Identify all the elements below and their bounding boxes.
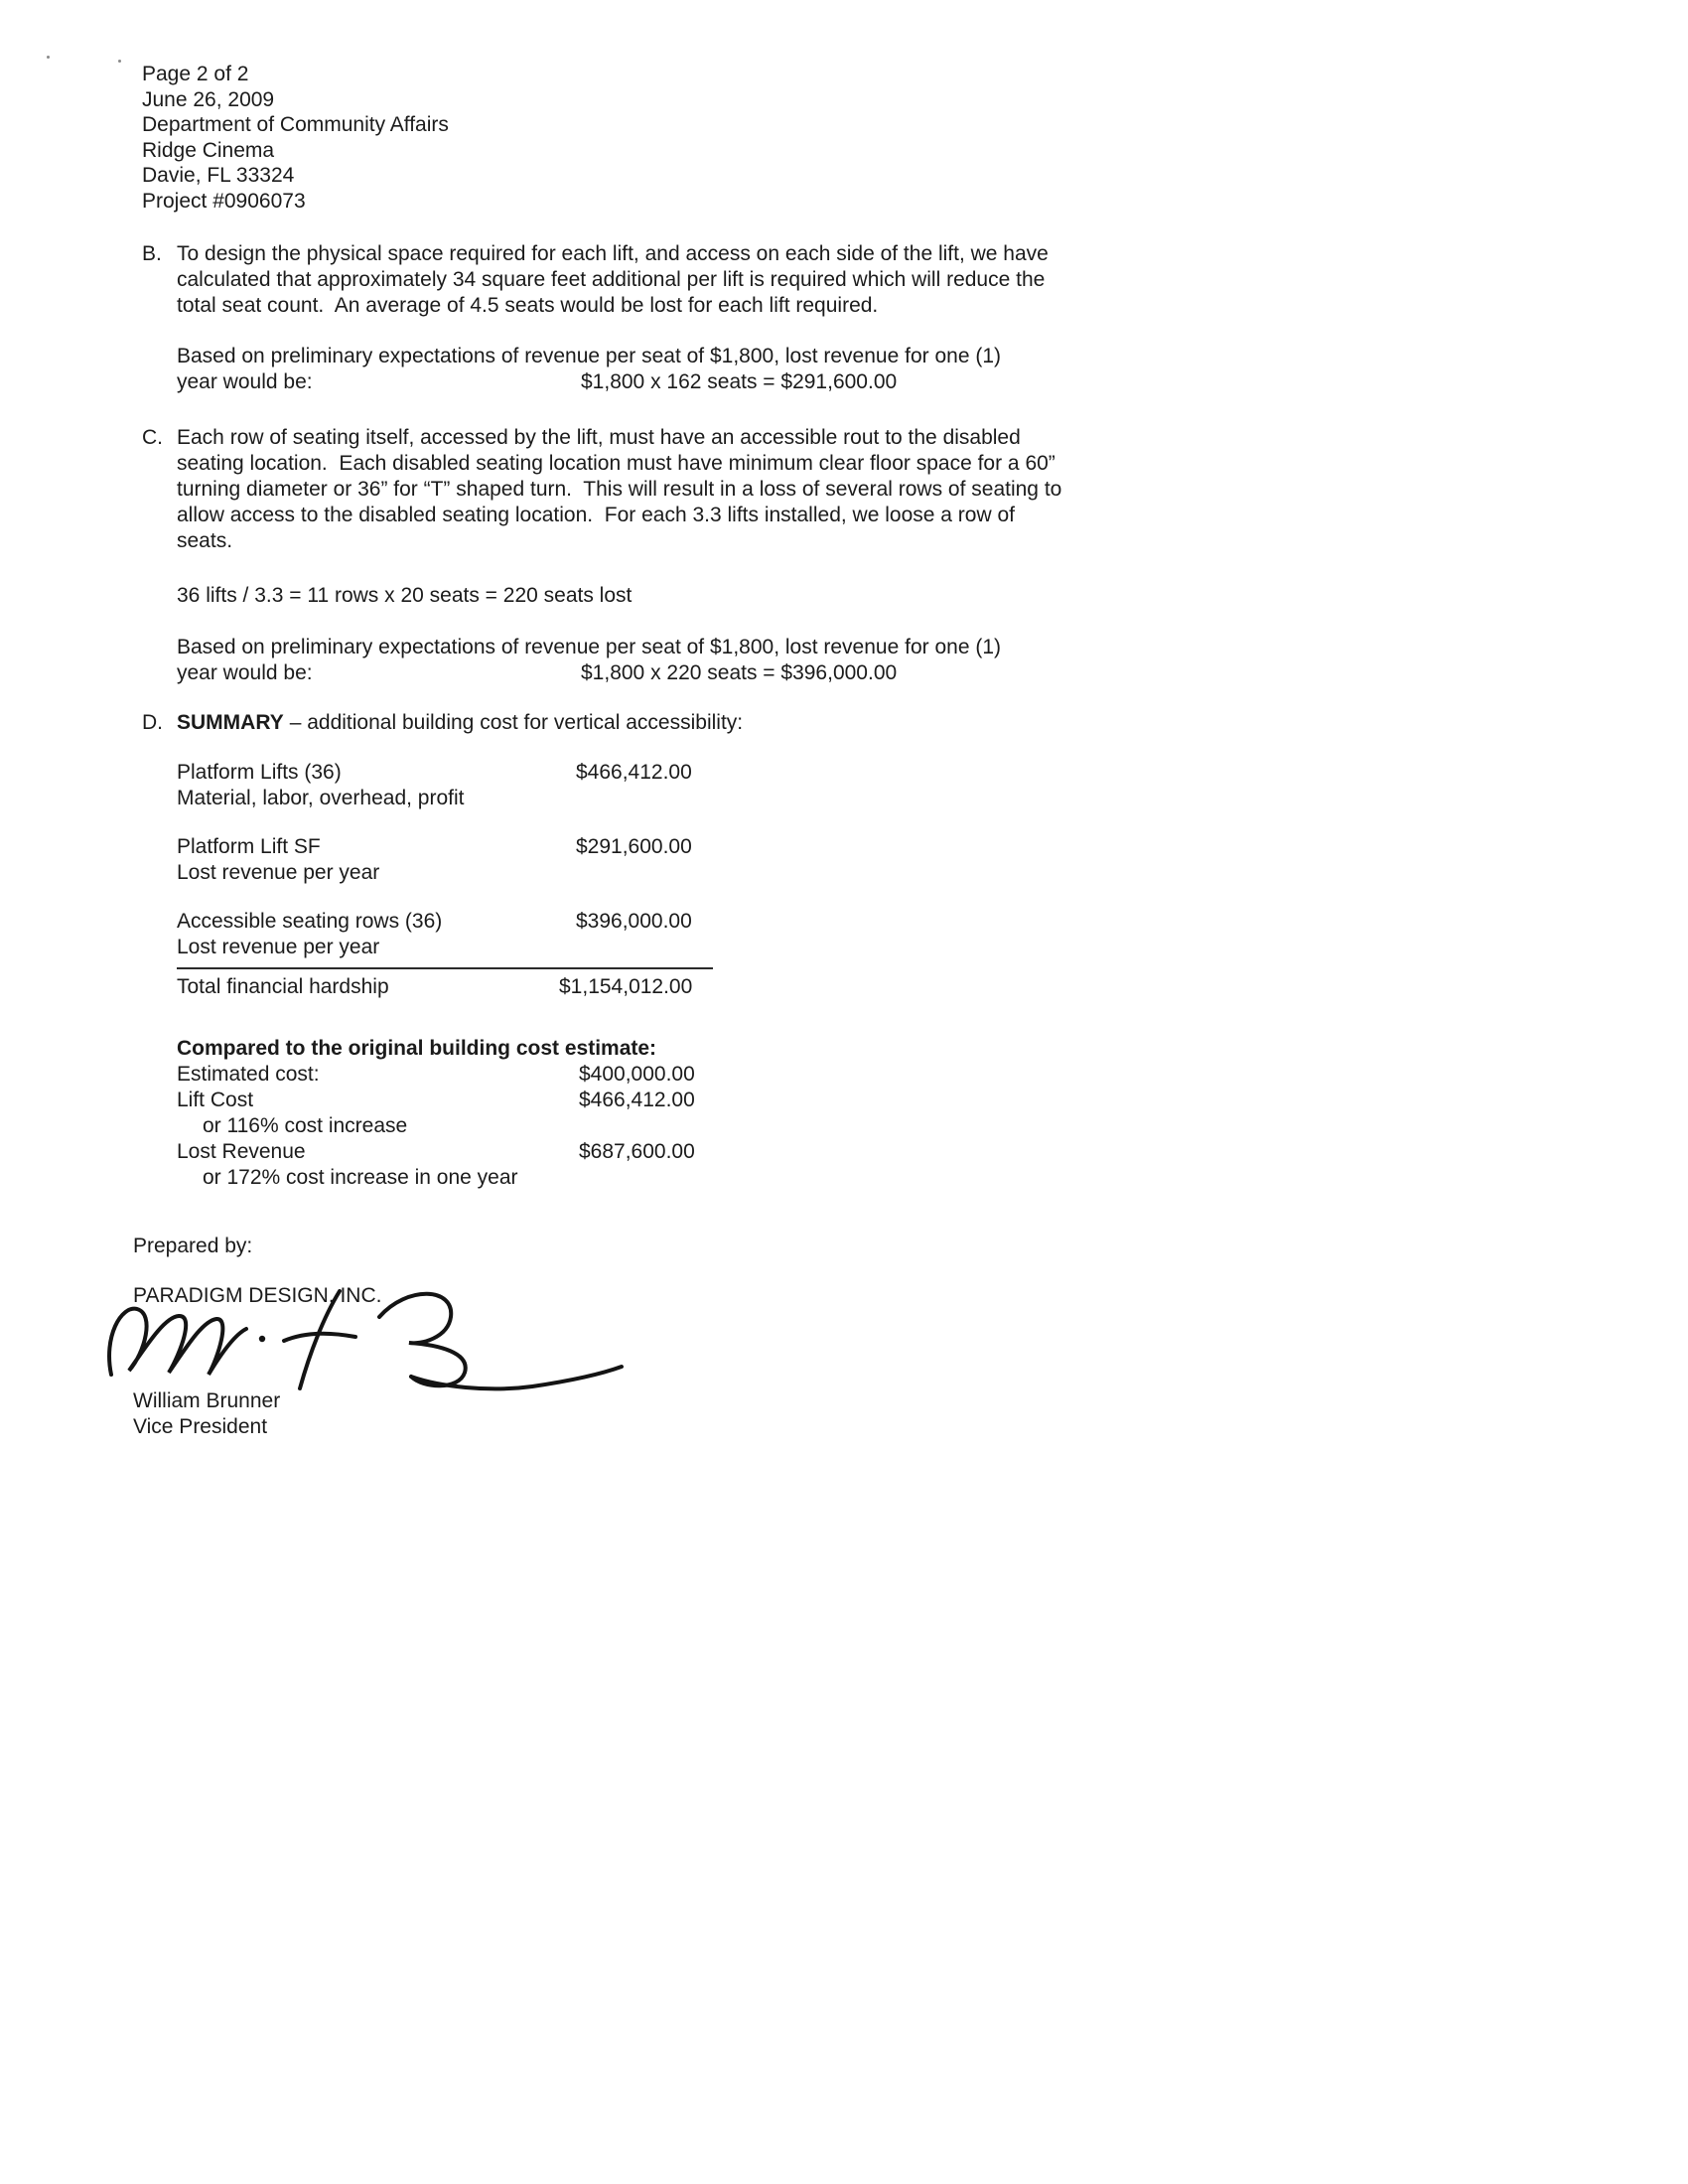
header-location: Davie, FL 33324 xyxy=(142,164,295,187)
summary-heading-rest: – additional building cost for vertical accessibility: xyxy=(289,711,744,734)
section-c-revenue-equation: $1,800 x 220 seats = $396,000.00 xyxy=(581,661,898,684)
scan-artifact xyxy=(118,60,121,63)
signature-area xyxy=(133,1283,1132,1388)
section-b-paragraph: To design the physical space required for each lift, and access on each side of the lift, we have calculated that approximately 34 square feet additional per lift is required which will reduce the total seat count. An average of 4.5 seats would be lost for each lift required. xyxy=(177,242,1055,317)
comparison-row-lift-cost-increase xyxy=(177,1113,1075,1139)
comparison-label: or 116% cost increase xyxy=(203,1114,408,1137)
comparison-label: Estimated cost: xyxy=(177,1063,320,1086)
scan-artifact xyxy=(47,56,50,59)
summary-row-accessible-seating xyxy=(177,909,713,969)
section-b-label: B. xyxy=(142,242,162,265)
header-page-number: Page 2 of 2 xyxy=(142,63,249,85)
section-c-revenue-intro: Based on preliminary expectations of revenue per seat of $1,800, lost revenue for one (1) xyxy=(177,636,1001,658)
header-project-number: Project #0906073 xyxy=(142,189,306,213)
signer-name: William Brunner xyxy=(133,1389,281,1412)
comparison-row-estimated-cost xyxy=(177,1062,1075,1088)
section-c-calculation: 36 lifts / 3.3 = 11 rows x 20 seats = 220 seats lost xyxy=(177,584,633,607)
summary-row-amount: $466,412.00 xyxy=(576,761,692,784)
comparison-row-lift-cost xyxy=(177,1088,1075,1113)
summary-row-label: Accessible seating rows (36) xyxy=(177,910,443,933)
summary-row-label: Platform Lift SF xyxy=(177,835,321,858)
header-project-name: Ridge Cinema xyxy=(142,138,275,162)
comparison-title: Compared to the original building cost estimate: xyxy=(177,1037,657,1060)
summary-row-amount: $291,600.00 xyxy=(576,835,692,858)
section-c-revenue xyxy=(177,635,1075,686)
section-c-revenue-label: year would be: xyxy=(177,661,313,684)
section-b-revenue-label: year would be: xyxy=(177,370,313,393)
section-d xyxy=(142,710,1132,1191)
letter-header xyxy=(142,62,1132,214)
summary-total-row xyxy=(177,974,1075,1000)
signature-block xyxy=(133,1234,1132,1440)
summary-table xyxy=(177,760,1075,1000)
summary-row-sublabel: Material, labor, overhead, profit xyxy=(177,787,465,809)
comparison-label: Lift Cost xyxy=(177,1089,254,1111)
summary-row-sublabel: Lost revenue per year xyxy=(177,861,380,884)
summary-row-sublabel: Lost revenue per year xyxy=(177,936,380,958)
comparison-row-lost-revenue-increase xyxy=(177,1165,1075,1191)
summary-row-amount: $396,000.00 xyxy=(576,910,692,933)
section-c xyxy=(142,425,1132,686)
signer-title: Vice President xyxy=(133,1415,268,1438)
section-c-label: C. xyxy=(142,426,163,449)
summary-row-label: Platform Lifts (36) xyxy=(177,761,342,784)
section-d-label: D. xyxy=(142,711,163,734)
comparison-row-lost-revenue xyxy=(177,1139,1075,1165)
document-page xyxy=(0,0,1132,1440)
section-b-revenue xyxy=(177,344,1075,395)
handwritten-signature xyxy=(105,1287,661,1396)
section-b-revenue-intro: Based on preliminary expectations of revenue per seat of $1,800, lost revenue for one (1) xyxy=(177,345,1001,367)
comparison-label: or 172% cost increase in one year xyxy=(203,1166,518,1189)
summary-total-label: Total financial hardship xyxy=(177,975,389,998)
summary-total-amount: $1,154,012.00 xyxy=(559,975,693,998)
comparison-label: Lost Revenue xyxy=(177,1140,306,1163)
summary-heading: SUMMARY xyxy=(177,711,284,734)
comparison-amount: $466,412.00 xyxy=(579,1089,695,1111)
summary-row-platform-lifts xyxy=(177,760,1075,811)
comparison-block xyxy=(177,1036,1075,1191)
comparison-amount: $687,600.00 xyxy=(579,1140,695,1163)
prepared-by-label: Prepared by: xyxy=(133,1235,253,1257)
section-b xyxy=(142,241,1132,395)
section-b-revenue-equation: $1,800 x 162 seats = $291,600.00 xyxy=(581,370,898,393)
section-c-paragraph: Each row of seating itself, accessed by the lift, must have an accessible rout to the disabled seating location. Each disabled seating location must have minimum clear floor space for a 60” turning diameter or 36” for “T” shaped turn. This will result in a loss of several rows of seating to allow access to the disabled seating location. For each 3.3 lifts installed, we loose a row of seats. xyxy=(177,426,1068,552)
company-name: PARADIGM DESIGN, INC. xyxy=(133,1284,382,1307)
section-d-title xyxy=(177,710,1075,736)
summary-row-platform-lift-sf xyxy=(177,834,1075,886)
header-date: June 26, 2009 xyxy=(142,87,275,111)
comparison-amount: $400,000.00 xyxy=(579,1063,695,1086)
header-department: Department of Community Affairs xyxy=(142,113,449,136)
